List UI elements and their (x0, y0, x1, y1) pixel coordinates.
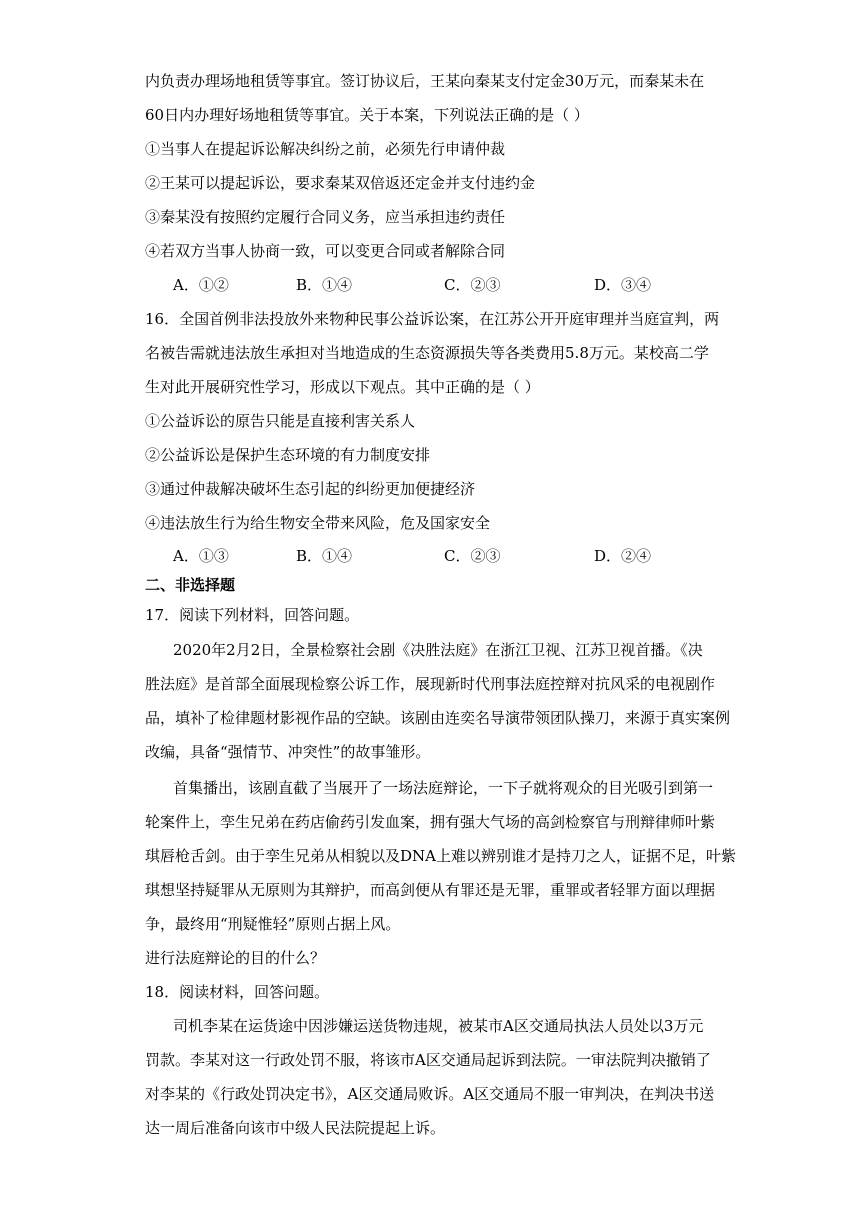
q16-option-c[interactable]: C．②③ (444, 547, 501, 565)
q17-material-line: 琪想坚持疑罪从无原则为其辩护，而高剑便从有罪还是无罪，重罪或者轻罪方面以理据 (145, 881, 716, 899)
q16-statement: ①公益诉讼的原告只能是直接利害关系人 (145, 412, 416, 430)
q15-statement: ③秦某没有按照约定履行合同义务，应当承担违约责任 (145, 208, 506, 226)
q16-text-line: 生对此开展研究性学习，形成以下观点。其中正确的是（ ） (145, 378, 540, 396)
q16-statement: ②公益诉讼是保护生态环境的有力制度安排 (145, 446, 431, 464)
q17-material-line: 首集播出，该剧直截了当展开了一场法庭辩论，一下子就将观众的目光吸引到第一 (173, 779, 714, 797)
q15-statement: ①当事人在提起诉讼解决纠纷之前，必须先行申请仲裁 (145, 140, 506, 158)
q18-material-line: 对李某的《行政处罚决定书》，A区交通局败诉。A区交通局不服一审判决，在判决书送 (145, 1085, 715, 1103)
q16-statement: ④违法放生行为给生物安全带来风险，危及国家安全 (145, 514, 491, 532)
q17-material-line: 轮案件上，孪生兄弟在药店偷药引发血案，拥有强大气场的高剑检察官与刑辩律师叶紫 (145, 813, 716, 831)
q17-material-line: 品，填补了检律题材影视作品的空缺。该剧由连奕名导演带领团队操刀，来源于真实案例 (145, 709, 731, 727)
q18-title: 18．阅读材料，回答问题。 (145, 983, 330, 1001)
q16-text-line: 名被告需就违法放生承担对当地造成的生态资源损失等各类费用5.8万元。某校高二学 (145, 344, 709, 362)
q17-question: 进行法庭辩论的目的什么？ (145, 949, 326, 967)
q17-material-line: 琪唇枪舌剑。由于孪生兄弟从相貌以及DNA上难以辨别谁才是持刀之人，证据不足，叶紫 (145, 847, 736, 865)
q16-text-line: 16．全国首例非法投放外来物种民事公益诉讼案，在江苏公开开庭审理并当庭宣判，两 (145, 310, 720, 328)
q18-material-line: 罚款。李某对这一行政处罚不服，将该市A区交通局起诉到法院。一审法院判决撤销了 (145, 1051, 711, 1069)
q17-material-line: 改编，具备“强情节、冲突性”的故事雏形。 (145, 743, 431, 761)
q15-statement: ②王某可以提起诉讼，要求秦某双倍返还定金并支付违约金 (145, 174, 536, 192)
q18-material-line: 司机李某在运货途中因涉嫌运送货物违规，被某市A区交通局执法人员处以3万元 (173, 1017, 704, 1035)
q16-option-d[interactable]: D．②④ (594, 547, 652, 565)
q17-material-line: 争，最终用“刑疑惟轻”原则占据上风。 (145, 915, 401, 933)
q16-option-a[interactable]: A．①③ (173, 547, 229, 565)
q15-option-b[interactable]: B．①④ (296, 276, 353, 294)
q15-text-line: 60日内办理好场地租赁等事宜。关于本案，下列说法正确的是（ ） (145, 106, 589, 124)
q17-title: 17．阅读下列材料，回答问题。 (145, 606, 360, 624)
q16-statement: ③通过仲裁解决破坏生态引起的纠纷更加便捷经济 (145, 480, 476, 498)
q15-statement: ④若双方当事人协商一致，可以变更合同或者解除合同 (145, 242, 506, 260)
q15-option-c[interactable]: C．②③ (444, 276, 501, 294)
q15-text-line: 内负责办理场地租赁等事宜。签订协议后，王某向秦某支付定金30万元，而秦某未在 (145, 72, 705, 90)
q17-material-line: 胜法庭》是首部全面展现检察公诉工作，展现新时代刑事法庭控辩对抗风采的电视剧作 (145, 675, 716, 693)
q15-option-a[interactable]: A．①② (173, 276, 229, 294)
q15-option-d[interactable]: D．③④ (594, 276, 652, 294)
q17-material-line: 2020年2月2日，全景检察社会剧《决胜法庭》在浙江卫视、江苏卫视首播。《决 (173, 641, 703, 659)
q18-material-line: 达一周后准备向该市中级人民法院提起上诉。 (145, 1119, 446, 1137)
q16-option-b[interactable]: B．①④ (296, 547, 353, 565)
section-heading: 二、非选择题 (145, 576, 236, 594)
